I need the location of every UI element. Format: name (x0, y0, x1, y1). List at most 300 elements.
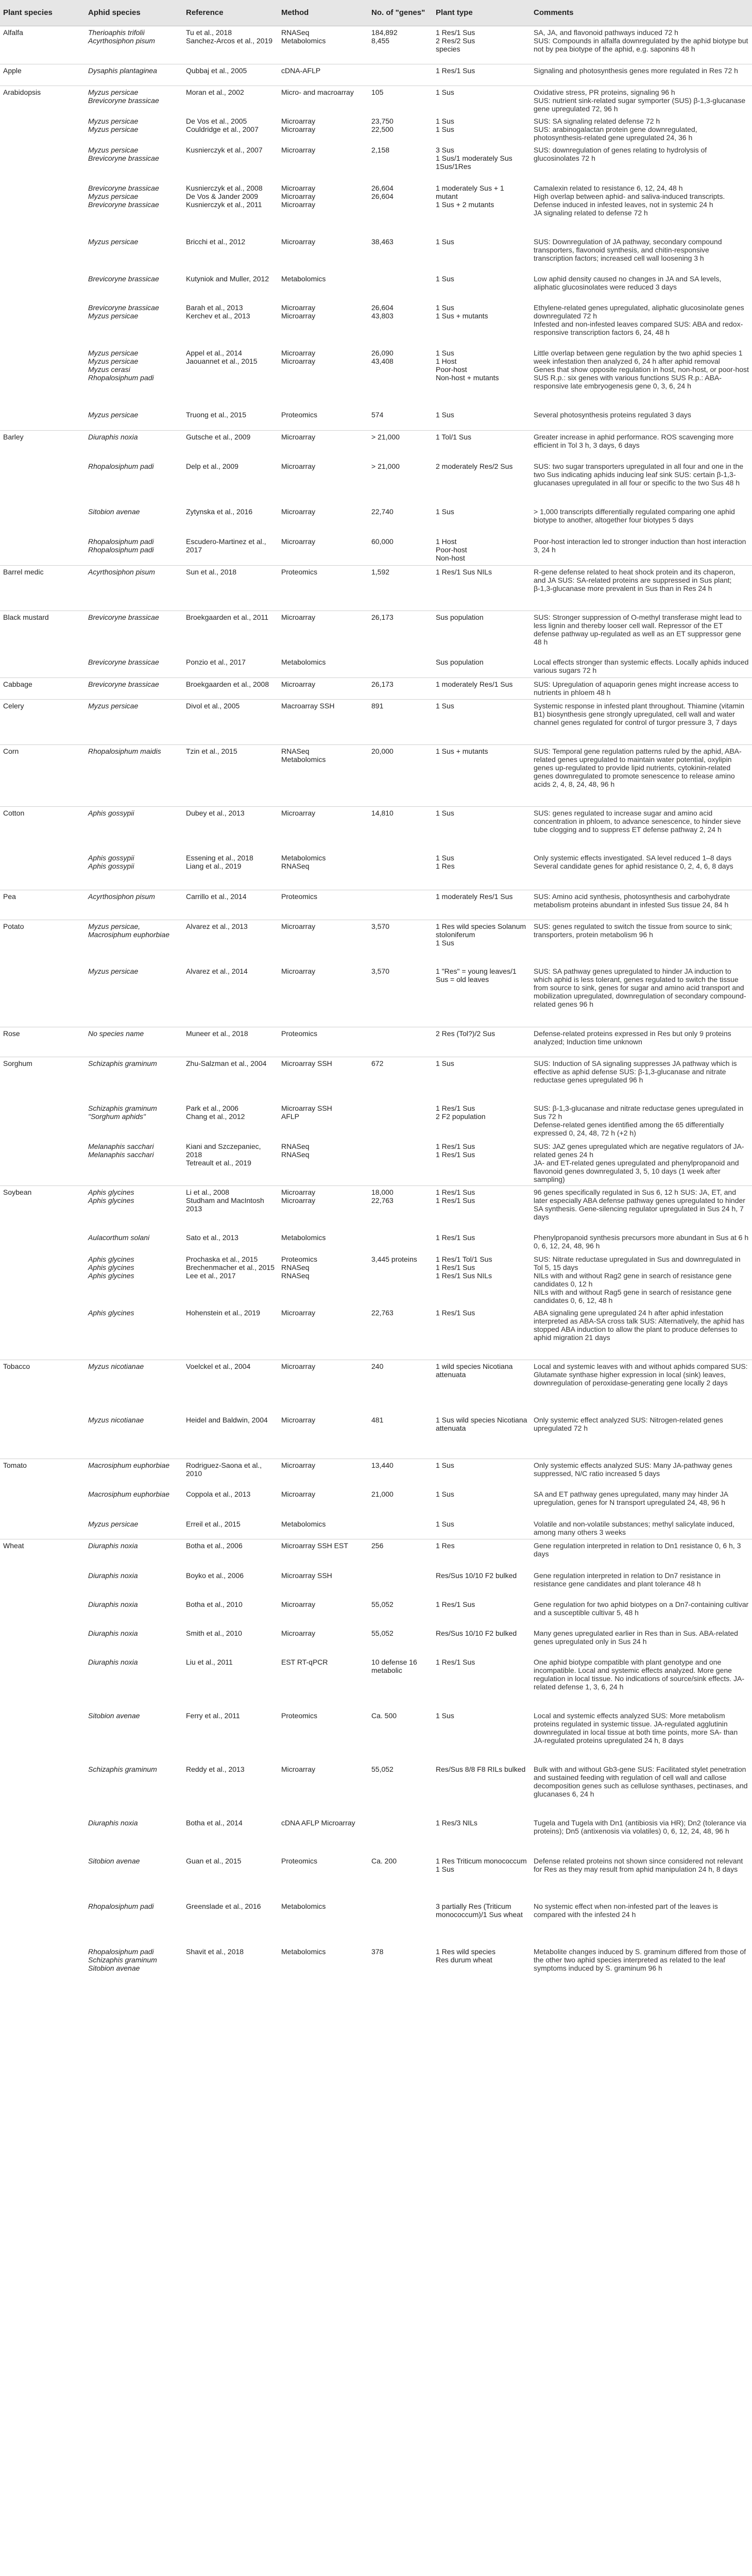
plant-type-cell: 1 Sus (436, 275, 454, 283)
comments-cell: Only systemic effect analyzed SUS: Nitrogen-related genes upregulated 72 h (534, 1415, 723, 1432)
reference-cell: Park et al., 2006 Chang et al., 2012 (186, 1104, 245, 1121)
comments-cell: Gene regulation for two aphid biotypes on a Dn7-containing cultivar and a susceptible cultivar 5, 48 h (534, 1600, 749, 1617)
aphid-species-cell: Dysaphis plantaginea (85, 64, 183, 86)
reference-cell: Guan et al., 2015 (186, 1856, 242, 1865)
genes-count-cell: 481 (371, 1415, 384, 1424)
plant-type-cell: 3 Sus 1 Sus/1 moderately Sus 1Sus/1Res (436, 146, 512, 171)
genes-count-cell: 23,750 22,500 (371, 117, 394, 133)
header-method: Method (278, 0, 368, 26)
method-cell: RNASeq Metabolomics (278, 744, 368, 806)
table-row (0, 806, 752, 852)
plant-type-cell: 1 Sus (433, 806, 531, 852)
header-number-of-genes: No. of "genes" (368, 0, 433, 26)
table-row (0, 1598, 752, 1627)
comments-cell: Several photosynthesis proteins regulated 3 days (534, 411, 691, 419)
plant-species-cell (0, 235, 85, 273)
reference-cell: Delp et al., 2009 (186, 462, 238, 470)
aphid-species-cell: Diuraphis noxia (88, 1600, 138, 1608)
aphid-species-cell: Therioaphis trifolii Acyrthosiphon pisum (85, 26, 183, 64)
genes-count-cell (368, 1027, 433, 1057)
table-row (0, 1539, 752, 1569)
reference-cell: Moran et al., 2002 (183, 86, 278, 115)
reference-cell: Botha et al., 2006 (183, 1539, 278, 1569)
table-row (0, 965, 752, 1027)
reference-cell: Kusnierczyk et al., 2008 De Vos & Jander 2009 Kusnierczyk et al., 2011 (186, 184, 263, 209)
comments-cell: SUS: Temporal gene regulation patterns ruled by the aphid, ABA-related genes upregulated to maintain water potential, oxylipin genes up-regulated to provide lipid nutrients, cytokinin-related genes downregulated to promote senescence to release amino acids 2, 4, 8, 24, 48, 96 h (531, 744, 752, 806)
genes-count-cell (368, 1102, 433, 1140)
aphid-species-cell: Sitobion avenae (88, 507, 140, 516)
plant-type-cell: 1 Sus 1 Sus (436, 117, 454, 133)
genes-count-cell: 256 (368, 1539, 433, 1569)
table-row (0, 1763, 752, 1817)
method-cell: Microarray (281, 1629, 316, 1637)
table-row (0, 1855, 752, 1900)
plant-species-cell: Barley (0, 430, 85, 460)
comments-cell: SUS: Nitrate reductase upregulated in Sus and downregulated in Tol 5, 15 days NILs with and without Rag2 gene in search of resistance gene candidates 0, 12 h NILs with and without Rag5 gene in search of resistance gene candidates 0, 6, 12, 48 h (534, 1255, 741, 1304)
method-cell: RNASeq RNASeq (281, 1142, 310, 1159)
plant-species-cell: Barrel medic (0, 565, 85, 611)
aphid-species-cell: Aphis glycines Aphis glycines (85, 1186, 183, 1231)
plant-species-cell: Sorghum (0, 1057, 85, 1102)
genes-count-cell: 240 (368, 1360, 433, 1414)
table-row (0, 505, 752, 535)
genes-count-cell: 55,052 (371, 1629, 394, 1637)
aphid-species-cell: Diuraphis noxia (85, 430, 183, 460)
reference-cell: Zhu-Salzman et al., 2004 (183, 1057, 278, 1102)
table-row (0, 430, 752, 460)
reference-cell: Greenslade et al., 2016 (186, 1902, 261, 1910)
comments-cell: SUS: SA signaling related defense 72 h SUS: arabinogalactan protein gene downregulated, photosynthesis-related gene upregulated 24, 36 h (534, 117, 697, 142)
plant-species-cell: Cabbage (0, 677, 85, 699)
genes-count-cell: 60,000 (371, 537, 394, 546)
method-cell: Metabolomics (281, 1947, 326, 1956)
table-row (0, 182, 752, 235)
method-cell: Microarray (278, 806, 368, 852)
reference-cell: Ponzio et al., 2017 (186, 658, 246, 666)
reference-cell: Sun et al., 2018 (183, 565, 278, 611)
plant-species-cell (0, 1855, 85, 1900)
aphid-species-cell: Rhopalosiphum maidis (85, 744, 183, 806)
reference-cell: De Vos et al., 2005 Couldridge et al., 2007 (186, 117, 259, 133)
reference-cell: Heidel and Baldwin, 2004 (186, 1415, 268, 1424)
reference-cell: Broekgaarden et al., 2011 (183, 611, 278, 656)
reference-cell: Kiani and Szczepaniec, 2018 Tetreault et al., 2019 (186, 1142, 261, 1167)
aphid-species-cell: Macrosiphum euphorbiae (85, 1459, 183, 1488)
aphid-species-cell: Brevicoryne brassicae (88, 275, 159, 283)
plant-species-cell (0, 1518, 85, 1539)
table-row (0, 1307, 752, 1360)
aphid-species-cell: Aphis glycines (88, 1308, 134, 1317)
genes-count-cell: 26,604 26,604 (371, 184, 394, 200)
reference-cell: Truong et al., 2015 (186, 411, 247, 419)
header-comments: Comments (531, 0, 752, 26)
method-cell: Metabolomics (281, 1902, 326, 1910)
reference-cell: Divol et al., 2005 (183, 699, 278, 744)
table-body (0, 26, 752, 1991)
genes-count-cell: > 21,000 (371, 462, 400, 470)
table-row (0, 235, 752, 273)
aphid-species-cell: Myzus persicae Brevicoryne brassicae (88, 146, 159, 162)
plant-species-cell: Alfalfa (0, 26, 85, 64)
plant-type-cell: 1 moderately Sus + 1 mutant 1 Sus + 2 mutants (436, 184, 504, 209)
comments-cell: Ethylene-related genes upregulated, aliphatic glucosinolate genes downregulated 72 h Infested and non-infested leaves compared SUS: ABA and redox-responsive transcription factors 6, 24, 48 h (534, 303, 744, 336)
aphid-species-cell: Melanaphis sacchari Melanaphis sacchari (88, 1142, 154, 1159)
table-row (0, 1140, 752, 1186)
genes-count-cell: 20,000 (368, 744, 433, 806)
reference-cell: Boyko et al., 2006 (186, 1571, 244, 1580)
plant-type-cell: 1 Res Triticum monococcum 1 Sus (436, 1856, 527, 1873)
plant-type-cell: 1 Sus + mutants (433, 744, 531, 806)
comments-cell: SUS: β-1,3-glucanase and nitrate reductase genes upregulated in Sus 72 h Defense-related genes identified among the 65 differentially expressed 0, 24, 48, 72 h (+2 h) (534, 1104, 744, 1137)
plant-species-cell (0, 460, 85, 505)
table-row (0, 1027, 752, 1057)
table-row (0, 460, 752, 505)
aphid-species-cell: Sitobion avenae (88, 1856, 140, 1865)
plant-species-cell (0, 1900, 85, 1945)
aphid-species-cell: Acyrthosiphon pisum (85, 890, 183, 920)
table-row (0, 1057, 752, 1102)
genes-count-cell: 184,892 8,455 (368, 26, 433, 64)
header-reference: Reference (183, 0, 278, 26)
plant-species-cell: Celery (0, 699, 85, 744)
plant-species-cell: Tomato (0, 1459, 85, 1488)
table-row (0, 1518, 752, 1539)
plant-species-cell (0, 347, 85, 409)
genes-count-cell: 21,000 (371, 1489, 394, 1498)
genes-count-cell: 1,592 (368, 565, 433, 611)
genes-count-cell: 38,463 (371, 238, 394, 246)
plant-species-cell (0, 1598, 85, 1627)
comments-cell: SUS: Stronger suppression of O-methyl transferase might lead to less lignin and thereby looser cell wall. Repressor of the ET defense pathway up-regulated as well as an ET suppressor gene 48 h (531, 611, 752, 656)
genes-count-cell (368, 273, 433, 301)
plant-type-cell: 1 Sus (433, 699, 531, 744)
reference-cell: Li et al., 2008 Studham and MacIntosh 2013 (183, 1186, 278, 1231)
aphid-species-cell: Brevicoryne brassicae (88, 658, 159, 666)
plant-type-cell: 1 moderately Res/1 Sus (433, 890, 531, 920)
method-cell: RNASeq Metabolomics (278, 26, 368, 64)
plant-species-cell (0, 852, 85, 890)
genes-count-cell: 26,173 (368, 611, 433, 656)
reference-cell: Sato et al., 2013 (186, 1233, 238, 1242)
table-row (0, 1102, 752, 1140)
plant-type-cell: 1 Sus (436, 1489, 454, 1498)
comments-cell: Poor-host interaction led to stronger induction than host interaction 3, 24 h (534, 537, 746, 554)
plant-species-cell: Pea (0, 890, 85, 920)
comments-cell: SUS: downregulation of genes relating to hydrolysis of glucosinolates 72 h (534, 146, 707, 162)
comments-cell: SUS: Amino acid synthesis, photosynthesis and carbohydrate metabolism proteins abundant in infested Sus tissue 24, 84 h (531, 890, 752, 920)
comments-cell: Defense related proteins not shown since considered not relevant for Res as they may result from aphid manipulation 24 h, 8 days (534, 1856, 743, 1873)
reference-cell: Qubbaj et al., 2005 (183, 64, 278, 86)
method-cell: Proteomics (281, 1856, 318, 1865)
aphid-species-cell: Rhopalosiphum padi Rhopalosiphum padi (88, 537, 154, 554)
plant-species-cell (0, 273, 85, 301)
method-cell: Microarray (281, 238, 316, 246)
plant-type-cell: 1 Tol/1 Sus (433, 430, 531, 460)
genes-count-cell (368, 1817, 433, 1855)
comments-cell: Local and systemic effects analyzed SUS: More metabolism proteins regulated in systemic tissue. JA-regulated agglutinin downregulated in local tissue at both time points, more SA- than JA-regulated proteins upregulated 24 h, 8 days (534, 1711, 738, 1744)
plant-type-cell: 1 Res/1 Sus 2 Res/2 Sus species (433, 26, 531, 64)
genes-count-cell: 672 (368, 1057, 433, 1102)
comments-cell: Oxidative stress, PR proteins, signaling 96 h SUS: nutrient sink-related sugar symporter (SUS) β-1,3-glucanase gene upregulated 72, 96 h (531, 86, 752, 115)
table-row (0, 347, 752, 409)
table-row (0, 1656, 752, 1709)
aphid-species-cell: Brevicoryne brassicae (85, 677, 183, 699)
table-row (0, 852, 752, 890)
plant-species-cell (0, 1307, 85, 1360)
plant-type-cell: 1 Res/3 NILs (436, 1818, 477, 1827)
table-row (0, 1945, 752, 1991)
plant-type-cell: 1 Sus (436, 1519, 454, 1528)
reference-cell: Muneer et al., 2018 (183, 1027, 278, 1057)
reference-cell: Bricchi et al., 2012 (186, 238, 246, 246)
comments-cell: Only systemic effects analyzed SUS: Many JA-pathway genes suppressed, N/C ratio increased 5 days (531, 1459, 752, 1488)
plant-species-cell: Corn (0, 744, 85, 806)
plant-type-cell: 1 Sus (433, 1057, 531, 1102)
reference-cell: Carrillo et al., 2014 (183, 890, 278, 920)
reference-cell: Voelckel et al., 2004 (183, 1360, 278, 1414)
method-cell: Microarray (278, 920, 368, 965)
comments-cell: Many genes upregulated earlier in Res than in Sus. ABA-related genes upregulated only in Sus 24 h (534, 1629, 738, 1646)
comments-cell: Defense-related proteins expressed in Res but only 9 proteins analyzed; Induction time unknown (531, 1027, 752, 1057)
genes-count-cell: 3,570 (368, 920, 433, 965)
method-cell: EST RT-qPCR (281, 1657, 328, 1666)
table-row (0, 535, 752, 565)
header-aphid-species: Aphid species (85, 0, 183, 26)
plant-species-cell: Apple (0, 64, 85, 86)
plant-species-cell (0, 115, 85, 144)
reference-cell: Hohenstein et al., 2019 (186, 1308, 260, 1317)
comments-cell: SUS: Induction of SA signaling suppresses JA pathway which is effective as aphid defense SUS: β-1,3-glucanase and nitrate reductase genes upregulated 96 h (531, 1057, 752, 1102)
method-cell: Microarray SSH (281, 1571, 332, 1580)
reference-cell: Appel et al., 2014 Jaouannet et al., 2015 (186, 349, 258, 365)
table-row (0, 1488, 752, 1518)
comments-cell: SUS: two sugar transporters upregulated in all four and one in the two Sus indicating aphids inducing leaf sink SUS: certain β-1,3-glucanases upregulated in all four or specific to the two Sus 48 h (534, 462, 744, 487)
comments-cell: Little overlap between gene regulation by the two aphid species 1 week infestation then analyzed 6, 24 h after aphid removal Genes that show opposite regulation in host, non-host, or poor-host SUS R.p.: six genes with various functions SUS R.p.: ABA-responsive late embryogenesis gene 0, 3, 6, 24 h (534, 349, 749, 390)
comments-cell: SUS: Upregulation of aquaporin genes might increase access to nutrients in phloem 48 h (531, 677, 752, 699)
comments-cell: Only systemic effects investigated. SA level reduced 1–8 days Several candidate genes for aphid resistance 0, 2, 4, 6, 8 days (534, 854, 733, 870)
method-cell: Microarray Microarray (281, 117, 316, 133)
plant-type-cell: 2 moderately Res/2 Sus (436, 462, 513, 470)
method-cell: Microarray (281, 1489, 316, 1498)
table-row (0, 1360, 752, 1414)
table-row (0, 656, 752, 677)
plant-type-cell: 1 Sus (433, 86, 531, 115)
table-row (0, 611, 752, 656)
plant-type-cell: 1 Res/1 Sus (433, 64, 531, 86)
aphid-species-cell: Myzus nicotianae (85, 1360, 183, 1414)
table-row (0, 301, 752, 347)
genes-count-cell (368, 1231, 433, 1253)
comments-cell: SUS: genes regulated to increase sugar and amino acid concentration in phloem, to advance senescence, to hinder sieve tube clogging and to suppress ET defense pathway 2, 24 h (531, 806, 752, 852)
aphid-species-cell: Schizaphis graminum "Sorghum aphids" (88, 1104, 157, 1121)
comments-cell: SUS: JAZ genes upregulated which are negative regulators of JA-related genes 24 h JA- and ET-related genes upregulated and phenylpropanoid and flavonoid genes downregulated 3, 5, 10 days (1 week after sampling) (534, 1142, 744, 1183)
reference-cell: Shavit et al., 2018 (186, 1947, 244, 1956)
comments-cell: Low aphid density caused no changes in JA and SA levels, aliphatic glucosinolates were reduced 3 days (534, 275, 722, 291)
plant-type-cell: 1 Host Poor-host Non-host (436, 537, 467, 562)
plant-species-cell (0, 1102, 85, 1140)
genes-count-cell: Ca. 200 (371, 1856, 397, 1865)
aphid-species-cell: Myzus nicotianae (88, 1415, 144, 1424)
comments-cell: Tugela and Tugela with Dn1 (antibiosis via HR); Dn2 (tolerance via proteins); Dn5 (antixenosis via volatiles) 0, 6, 12, 24, 48, 96 h (534, 1818, 746, 1835)
comments-cell: No systemic effect when non-infested part of the leaves is compared with the infested 24 h (534, 1902, 718, 1919)
plant-species-cell (0, 1817, 85, 1855)
method-cell: Proteomics (278, 890, 368, 920)
plant-species-cell: Rose (0, 1027, 85, 1057)
table-row (0, 115, 752, 144)
method-cell: Microarray (278, 611, 368, 656)
aphid-species-cell: Myzus persicae (88, 1519, 139, 1528)
plant-species-cell (0, 1945, 85, 1991)
table-row (0, 1253, 752, 1307)
method-cell: Microarray (281, 1308, 316, 1317)
plant-species-cell (0, 1569, 85, 1598)
table-row (0, 64, 752, 86)
method-cell: Microarray (281, 507, 316, 516)
genes-count-cell: 3,445 proteins (371, 1255, 417, 1263)
method-cell: Proteomics RNASeq RNASeq (281, 1255, 318, 1280)
header-plant-type: Plant type (433, 0, 531, 26)
method-cell: Microarray (278, 1360, 368, 1414)
method-cell: Microarray (281, 537, 316, 546)
plant-type-cell: 1 Sus 1 Sus + mutants (436, 303, 488, 320)
method-cell: Microarray SSH AFLP (281, 1104, 332, 1121)
plant-type-cell: 1 Res/1 Sus 1 Res/1 Sus (436, 1142, 475, 1159)
plant-type-cell: 1 Sus (436, 238, 454, 246)
genes-count-cell: 14,810 (368, 806, 433, 852)
comments-cell: Metabolite changes induced by S. graminum differed from those of the other two aphid species interpreted as related to the leaf symptoms induced by S. graminum 96 h (534, 1947, 746, 1972)
method-cell: Metabolomics (281, 1233, 326, 1242)
aphid-species-cell: Diuraphis noxia (85, 1539, 183, 1569)
aphid-species-cell: Rhopalosiphum padi Schizaphis graminum Sitobion avenae (88, 1947, 157, 1972)
aphid-species-cell: Brevicoryne brassicae Myzus persicae (88, 303, 159, 320)
plant-type-cell: 1 Sus (436, 411, 454, 419)
method-cell: Metabolomics RNASeq (281, 854, 326, 870)
table-row (0, 1186, 752, 1231)
genes-count-cell: 22,763 (371, 1308, 394, 1317)
reference-cell: Liu et al., 2011 (186, 1657, 233, 1666)
comments-cell: ABA signaling gene upregulated 24 h after aphid infestation interpreted as ABA-SA cross talk SUS: Alternatively, the aphid has stopped ABA induction to allow the plant to produce defenses to aphid migration 21 days (534, 1308, 745, 1342)
method-cell: Macroarray SSH (278, 699, 368, 744)
comments-cell: SUS: SA pathway genes upregulated to hinder JA induction to which aphid is less tolerant, genes regulated to switch the tissue from source to sink, genes for sugar and amino acid transport and mobilization upregulated, downregulation of secondary compound-related genes 96 h (534, 967, 746, 1008)
plant-species-cell (0, 535, 85, 565)
plant-species-cell (0, 182, 85, 235)
plant-type-cell: 1 wild species Nicotiana attenuata (433, 1360, 531, 1414)
reference-cell: Alvarez et al., 2014 (186, 967, 248, 975)
plant-species-cell (0, 409, 85, 430)
comments-cell: Systemic response in infested plant throughout. Thiamine (vitamin B1) biosynthesis gene strongly upregulated, cell wall and water channel genes regulated for control of turgor pressure 3, 7 days (531, 699, 752, 744)
genes-count-cell: 378 (371, 1947, 384, 1956)
genes-count-cell (368, 1518, 433, 1539)
plant-type-cell: 2 Res (Tol?)/2 Sus (433, 1027, 531, 1057)
plant-species-cell (0, 965, 85, 1027)
table-row (0, 890, 752, 920)
genes-count-cell (368, 890, 433, 920)
aphid-species-cell: Schizaphis graminum (85, 1057, 183, 1102)
method-cell: Microarray Microarray (281, 349, 316, 365)
aphid-species-cell: Aphis gossypii (85, 806, 183, 852)
plant-type-cell: 1 Res/1 Sus (436, 1308, 475, 1317)
table-row (0, 565, 752, 611)
plant-species-cell (0, 1627, 85, 1656)
table-row (0, 1817, 752, 1855)
aphid-species-cell: Brevicoryne brassicae Myzus persicae Brevicoryne brassicae (88, 184, 159, 209)
plant-species-cell (0, 1140, 85, 1186)
comments-cell: Greater increase in aphid performance. ROS scavenging more efficient in Tol 3 h, 3 days, 6 days (531, 430, 752, 460)
reference-cell: Tzin et al., 2015 (183, 744, 278, 806)
plant-type-cell: 1 Res wild species Res durum wheat (436, 1947, 495, 1964)
genes-count-cell (368, 1569, 433, 1598)
reference-cell: Tu et al., 2018 Sanchez-Arcos et al., 2019 (183, 26, 278, 64)
method-cell: Microarray (281, 1415, 316, 1424)
genes-count-cell: > 21,000 (368, 430, 433, 460)
reference-cell: Zytynska et al., 2016 (186, 507, 253, 516)
genes-count-cell: 2,158 (371, 146, 390, 154)
method-cell: Proteomics (278, 1027, 368, 1057)
aphid-species-cell: Sitobion avenae (88, 1711, 140, 1720)
comments-cell: Bulk with and without Gb3-gene SUS: Facilitated stylet penetration and sustained feeding with regulation of cell wall and callose decomposition genes such as cellulose synthases, pectinases, and glucanases 6, 24 h (534, 1765, 748, 1798)
aphid-species-cell: Acyrthosiphon pisum (85, 565, 183, 611)
plant-type-cell: 1 Sus wild species Nicotiana attenuata (436, 1415, 527, 1432)
plant-type-cell: 1 Res/1 Sus 2 F2 population (436, 1104, 486, 1121)
genes-count-cell: 13,440 (368, 1459, 433, 1488)
aphid-species-cell: Aulacorthum solani (88, 1233, 150, 1242)
plant-species-cell (0, 1231, 85, 1253)
aphid-species-cell: Myzus persicae (88, 411, 139, 419)
aphid-species-cell: Aphis gossypii Aphis gossypii (88, 854, 134, 870)
method-cell: Proteomics (278, 565, 368, 611)
table-row (0, 86, 752, 115)
plant-type-cell: 1 Res/1 Sus (436, 1600, 475, 1608)
table-row (0, 1900, 752, 1945)
reference-cell: Kutyniok and Muller, 2012 (186, 275, 269, 283)
method-cell: Microarray Microarray (278, 1186, 368, 1231)
plant-species-cell (0, 1414, 85, 1459)
aphid-species-cell: Diuraphis noxia (88, 1818, 138, 1827)
genes-count-cell: 26,173 (368, 677, 433, 699)
aphid-species-cell: Rhopalosiphum padi (88, 1902, 154, 1910)
header-plant-species: Plant species (0, 0, 85, 26)
aphid-species-cell: Schizaphis graminum (88, 1765, 157, 1773)
reference-cell: Prochaska et al., 2015 Brechenmacher et al., 2015 Lee et al., 2017 (186, 1255, 275, 1280)
reference-cell: Erreil et al., 2015 (186, 1519, 241, 1528)
plant-type-cell: Sus population (436, 658, 484, 666)
comments-cell: Gene regulation interpreted in relation to Dn1 resistance 0, 6 h, 3 days (531, 1539, 752, 1569)
method-cell: Microarray (278, 1459, 368, 1488)
genes-count-cell: 26,604 43,803 (371, 303, 394, 320)
plant-species-cell: Cotton (0, 806, 85, 852)
aphid-species-cell: Myzus persicae Brevicoryne brassicae (85, 86, 183, 115)
reference-cell: Essening et al., 2018 Liang et al., 2019 (186, 854, 253, 870)
genes-count-cell (368, 656, 433, 677)
comments-cell: Volatile and non-volatile substances; methyl salicylate induced, among many others 3 weeks (534, 1519, 734, 1536)
comments-cell: 96 genes specifically regulated in Sus 6, 12 h SUS: JA, ET, and later especially ABA defense pathway genes upregulated to hinder SA synthesis. Gene-silencing regulator upregulated in Sus 24 h, 7 days (531, 1186, 752, 1231)
comments-cell: R-gene defense related to heat shock protein and its chaperon, and JA SUS: SA-related proteins are suppressed in Sus plant; β-1,3-glucanase more prevalent in Sus than in Res 24 h (531, 565, 752, 611)
table-row (0, 699, 752, 744)
plant-type-cell: 1 Res/1 Sus NILs (433, 565, 531, 611)
reference-cell: Botha et al., 2010 (186, 1600, 243, 1608)
method-cell: Microarray (281, 462, 316, 470)
plant-type-cell: Res/Sus 10/10 F2 bulked (436, 1571, 517, 1580)
comments-cell: Signaling and photosynthesis genes more regulated in Res 72 h (531, 64, 752, 86)
method-cell: Microarray (281, 967, 316, 975)
plant-species-cell (0, 656, 85, 677)
method-cell: Metabolomics (281, 275, 326, 283)
method-cell: cDNA AFLP Microarray (281, 1818, 355, 1827)
reference-cell: Coppola et al., 2013 (186, 1489, 251, 1498)
genes-count-cell: 18,000 22,763 (368, 1186, 433, 1231)
reference-cell: Reddy et al., 2013 (186, 1765, 245, 1773)
method-cell: Microarray (281, 1600, 316, 1608)
